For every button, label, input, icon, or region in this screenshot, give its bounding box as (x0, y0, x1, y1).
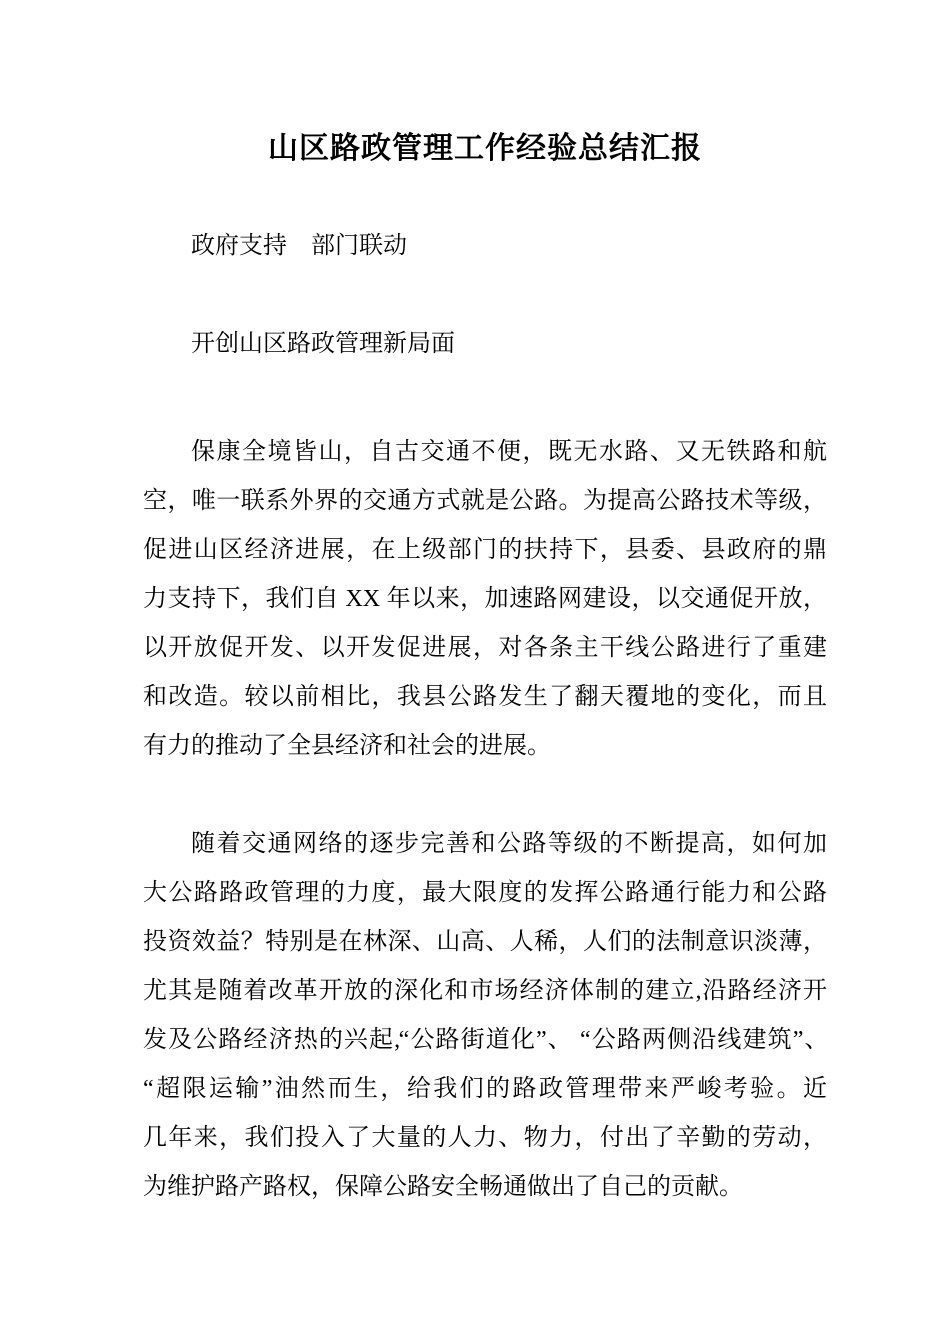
blank-line (143, 369, 827, 418)
paragraph-line: 投资效益？特别是在林深、山高、人稀，人们的法制意识淡薄， (143, 929, 827, 955)
paragraph-1 (143, 428, 827, 771)
blank-line (143, 271, 827, 320)
subtitle-line-1: 政府支持 部门联动 (191, 233, 407, 259)
paragraph-line: 随着交通网络的逐步完善和公路等级的不断提高，如何加 (191, 831, 827, 857)
subtitle-line-2: 开创山区路政管理新局面 (191, 331, 455, 357)
blank-line (143, 771, 827, 820)
paragraph-line: 几年来，我们投入了大量的人力、物力，付出了辛勤的劳动， (143, 1125, 827, 1151)
paragraph-line: 空，唯一联系外界的交通方式就是公路。为提高公路技术等级， (143, 488, 827, 514)
paragraph-line: 为维护路产路权，保障公路安全畅通做出了自己的贡献。 (143, 1174, 743, 1200)
paragraph-line: 促进山区经济进展，在上级部门的扶持下，县委、县政府的鼎 (143, 537, 827, 563)
paragraph-line: 保康全境皆山，自古交通不便，既无水路、又无铁路和航 (191, 439, 827, 465)
paragraph-line: 和改造。较以前相比，我县公路发生了翻天覆地的变化，而且 (143, 684, 827, 710)
blank-line (143, 173, 827, 222)
paragraph-line: 以开放促开发、以开发促进展，对各条主干线公路进行了重建 (143, 635, 827, 661)
document-title: 山区路政管理工作经验总结汇报 (268, 132, 702, 165)
paragraph-line: “超限运输”油然而生，给我们的路政管理带来严峻考验。近 (143, 1076, 827, 1102)
paragraph-line: 有力的推动了全县经济和社会的进展。 (143, 733, 551, 759)
paragraph-line: 大公路路政管理的力度，最大限度的发挥公路通行能力和公路 (143, 880, 827, 906)
paragraph-line: 发及公路经济热的兴起,“公路街道化”、 “公路两侧沿线建筑”、 (143, 1027, 827, 1053)
paragraph-line: 力支持下，我们自 XX 年以来，加速路网建设，以交通促开放， (143, 586, 827, 612)
paragraph-line: 尤其是随着改革开放的深化和市场经济体制的建立,沿路经济开 (143, 978, 827, 1004)
paragraph-2 (143, 820, 827, 1212)
